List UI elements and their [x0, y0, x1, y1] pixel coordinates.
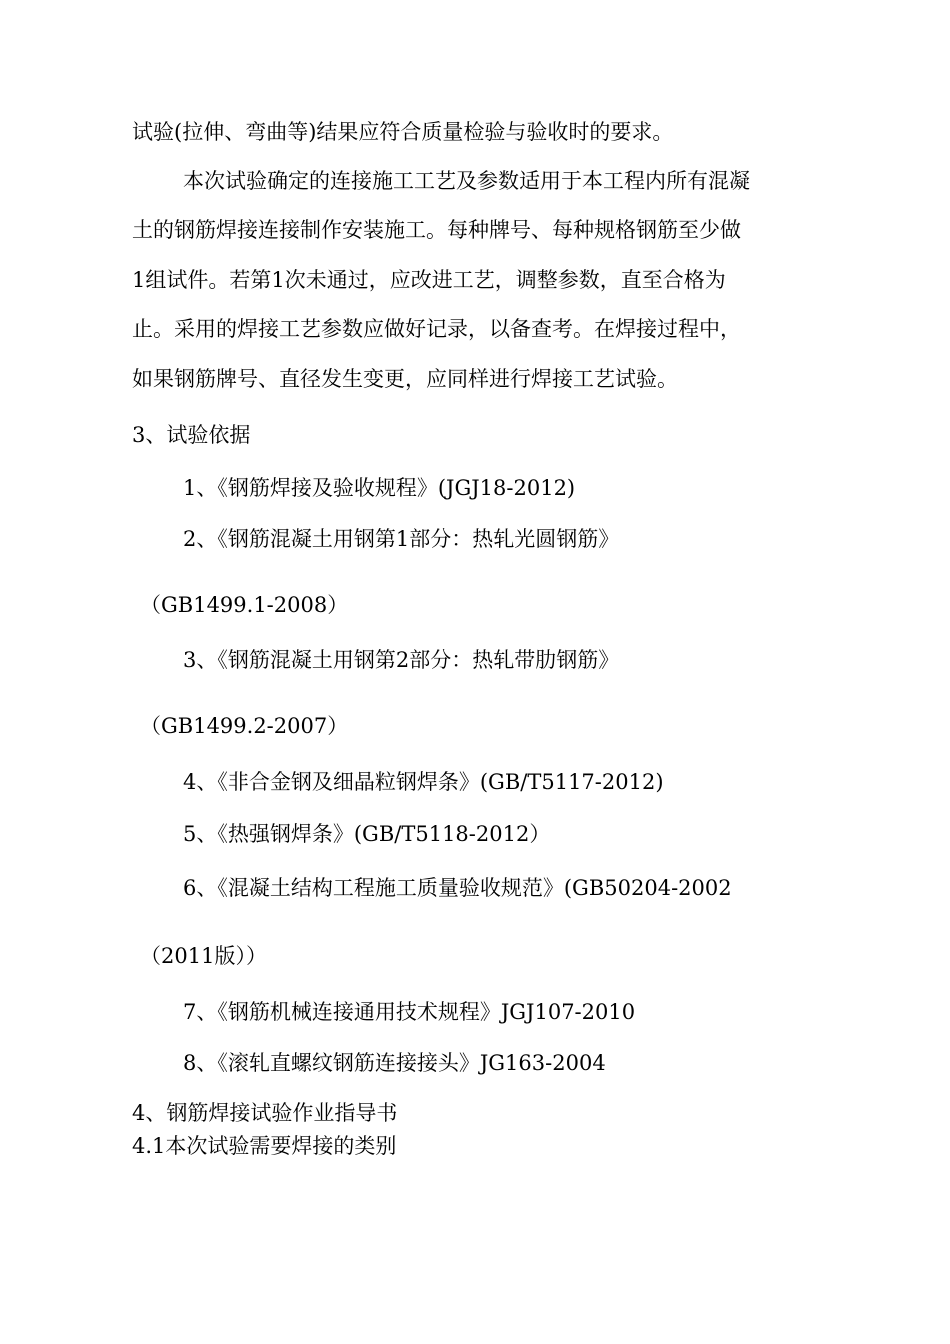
reference-item: 7、《钢筋机械连接通用技术规程》JGJ107-2010 [183, 1000, 636, 1024]
paragraph-line: 试验(拉伸、弯曲等)结果应符合质量检验与验收时的要求。 [132, 120, 674, 144]
reference-item: 3、《钢筋混凝土用钢第2部分：热轧带肋钢筋》 [183, 648, 620, 672]
reference-item-continuation: （GB1499.1-2008） [140, 593, 349, 617]
reference-item: 1、《钢筋焊接及验收规程》(JGJ18-2012) [183, 476, 576, 500]
section-heading: 3、试验依据 [132, 423, 251, 447]
reference-item-continuation: （2011版）） [140, 944, 267, 968]
reference-item: 2、《钢筋混凝土用钢第1部分：热轧光圆钢筋》 [183, 527, 620, 551]
reference-item: 8、《滚轧直螺纹钢筋连接接头》JG163-2004 [183, 1051, 606, 1075]
subsection-heading: 4.1本次试验需要焊接的类别 [132, 1134, 397, 1158]
paragraph-line: 止。采用的焊接工艺参数应做好记录，以备查考。在焊接过程中， [132, 317, 741, 341]
reference-item: 6、《混凝土结构工程施工质量验收规范》(GB50204-2002 [183, 876, 732, 900]
reference-item: 4、《非合金钢及细晶粒钢焊条》(GB/T5117-2012) [183, 770, 664, 794]
reference-item-continuation: （GB1499.2-2007） [140, 714, 349, 738]
paragraph-line: 如果钢筋牌号、直径发生变更，应同样进行焊接工艺试验。 [132, 367, 678, 391]
paragraph-line: 1组试件。若第1次未通过，应改进工艺，调整参数，直至合格为 [132, 268, 726, 292]
reference-item: 5、《热强钢焊条》(GB/T5118-2012） [183, 822, 551, 846]
paragraph-line: 本次试验确定的连接施工工艺及参数适用于本工程内所有混凝 [183, 169, 750, 193]
paragraph-line: 土的钢筋焊接连接制作安装施工。每种牌号、每种规格钢筋至少做 [132, 218, 741, 242]
section-heading: 4、钢筋焊接试验作业指导书 [132, 1101, 398, 1125]
